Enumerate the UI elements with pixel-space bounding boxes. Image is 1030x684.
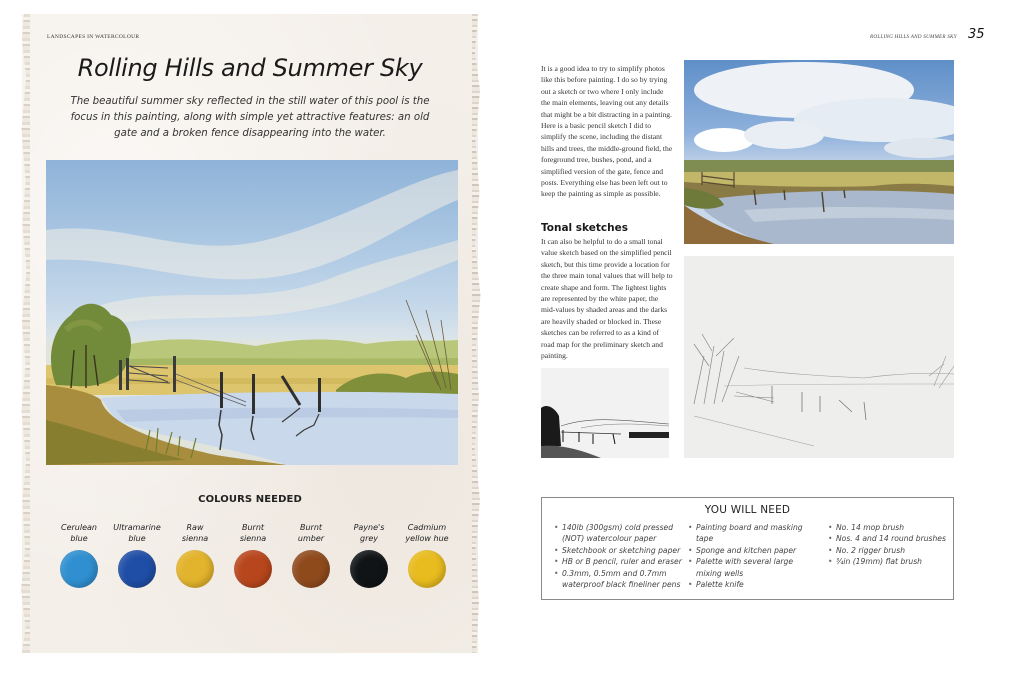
supply-item: • Palette with several large mixing wells bbox=[688, 556, 818, 579]
colour-dot bbox=[118, 550, 156, 588]
swatch-label: Payne's grey bbox=[353, 523, 385, 543]
swatch-burnt-umber bbox=[282, 522, 340, 588]
supply-item: • Painting board and masking tape bbox=[688, 522, 818, 545]
colour-dot bbox=[176, 550, 214, 588]
swatch-burnt-sienna bbox=[224, 522, 282, 588]
swatch-label: Cadmium yellow hue bbox=[405, 523, 449, 543]
running-head-left: LANDSCAPES IN WATERCOLOUR bbox=[47, 34, 140, 40]
left-page bbox=[22, 14, 478, 653]
page-title: Rolling Hills and Summer Sky bbox=[77, 54, 423, 82]
swatch-label: Ultramarine blue bbox=[113, 523, 161, 543]
swatch-label: Cerulean blue bbox=[61, 523, 97, 543]
subheading-tonal-sketches: Tonal sketches bbox=[541, 222, 628, 234]
reference-photo bbox=[684, 60, 954, 244]
photo-illustration bbox=[684, 60, 954, 244]
supply-item: • 0.3mm, 0.5mm and 0.7mm waterproof black fineliner pens bbox=[554, 568, 690, 591]
swatch-label: Raw sienna bbox=[181, 523, 209, 543]
running-head-right: ROLLING HILLS AND SUMMER SKY bbox=[870, 34, 957, 40]
watercolour-painting bbox=[46, 160, 458, 465]
colour-dot bbox=[350, 550, 388, 588]
supply-item: • Sketchbook or sketching paper bbox=[554, 545, 690, 556]
swatch-ultramarine-blue bbox=[108, 522, 166, 588]
swatch-label: Burnt umber bbox=[297, 523, 325, 543]
swatch-label: Burnt sienna bbox=[239, 523, 267, 543]
supply-item: • Palette knife bbox=[688, 579, 818, 590]
supply-item: • No. 2 rigger brush bbox=[828, 545, 948, 556]
torn-paper-edge-right bbox=[472, 14, 482, 653]
supply-item: • ¾in (19mm) flat brush bbox=[828, 556, 948, 567]
swatch-raw-sienna bbox=[166, 522, 224, 588]
supplies-list-col-2 bbox=[688, 522, 818, 590]
colour-dot bbox=[408, 550, 446, 588]
intro-text: The beautiful summer sky reflected in the still water of this pool is the focus in this painting, along with simple yet attractive features: an old gate and a broken fence disappearing into the water. bbox=[70, 96, 430, 139]
pencil-sketch-illustration bbox=[684, 256, 954, 458]
swatch-cerulean-blue bbox=[50, 522, 108, 588]
colour-dot bbox=[60, 550, 98, 588]
colours-needed-heading: COLOURS NEEDED bbox=[198, 494, 302, 505]
painting-illustration bbox=[46, 160, 458, 465]
you-will-need-title: YOU WILL NEED bbox=[704, 504, 791, 516]
torn-paper-edge-left bbox=[20, 14, 30, 653]
tonal-value-sketch bbox=[541, 368, 669, 458]
colour-dot bbox=[292, 550, 330, 588]
supply-item: • Nos. 4 and 14 round brushes bbox=[828, 533, 948, 544]
supply-item: • Sponge and kitchen paper bbox=[688, 545, 818, 556]
pencil-sketch bbox=[684, 256, 954, 458]
supplies-list-col-3 bbox=[828, 522, 948, 568]
tonal-sketch-illustration bbox=[541, 368, 669, 458]
you-will-need-box bbox=[541, 497, 954, 600]
supply-item: • HB or B pencil, ruler and eraser bbox=[554, 556, 690, 567]
swatch-paynes-grey bbox=[340, 522, 398, 588]
page-number: 35 bbox=[968, 27, 985, 42]
swatch-cadmium-yellow-hue bbox=[398, 522, 456, 588]
colour-dot bbox=[234, 550, 272, 588]
supply-item: • 140lb (300gsm) cold pressed (NOT) watercolour paper bbox=[554, 522, 690, 545]
supply-item: • No. 14 mop brush bbox=[828, 522, 948, 533]
supplies-list-col-1 bbox=[554, 522, 690, 590]
body-paragraph-1: It is a good idea to try to simplify photos like this before painting. I do so by trying out a sketch or two where I only include the main elements, leaving out any details that might be a bit distracting in a painting. Here is a basic pencil sketch I did to simplify the scene, including the distant hills and trees, the middle-ground field, the foreground tree, bushes, pond, and a simplified version of the gate, fence and posts. Everything else has been left out to keep the painting as simple as possible. bbox=[541, 64, 673, 199]
colour-swatches bbox=[50, 522, 458, 602]
body-paragraph-2: It can also be helpful to do a small tonal value sketch based on the simplified pencil sketch, but this time provide a location for the three main tonal values that will help to create shape and form. The lightest lights are represented by the white paper, the mid-values by shaded areas and the darks are heavily shaded or blocked in. These sketches can be referred to as a kind of road map for the preliminary sketch and painting. bbox=[541, 237, 673, 361]
